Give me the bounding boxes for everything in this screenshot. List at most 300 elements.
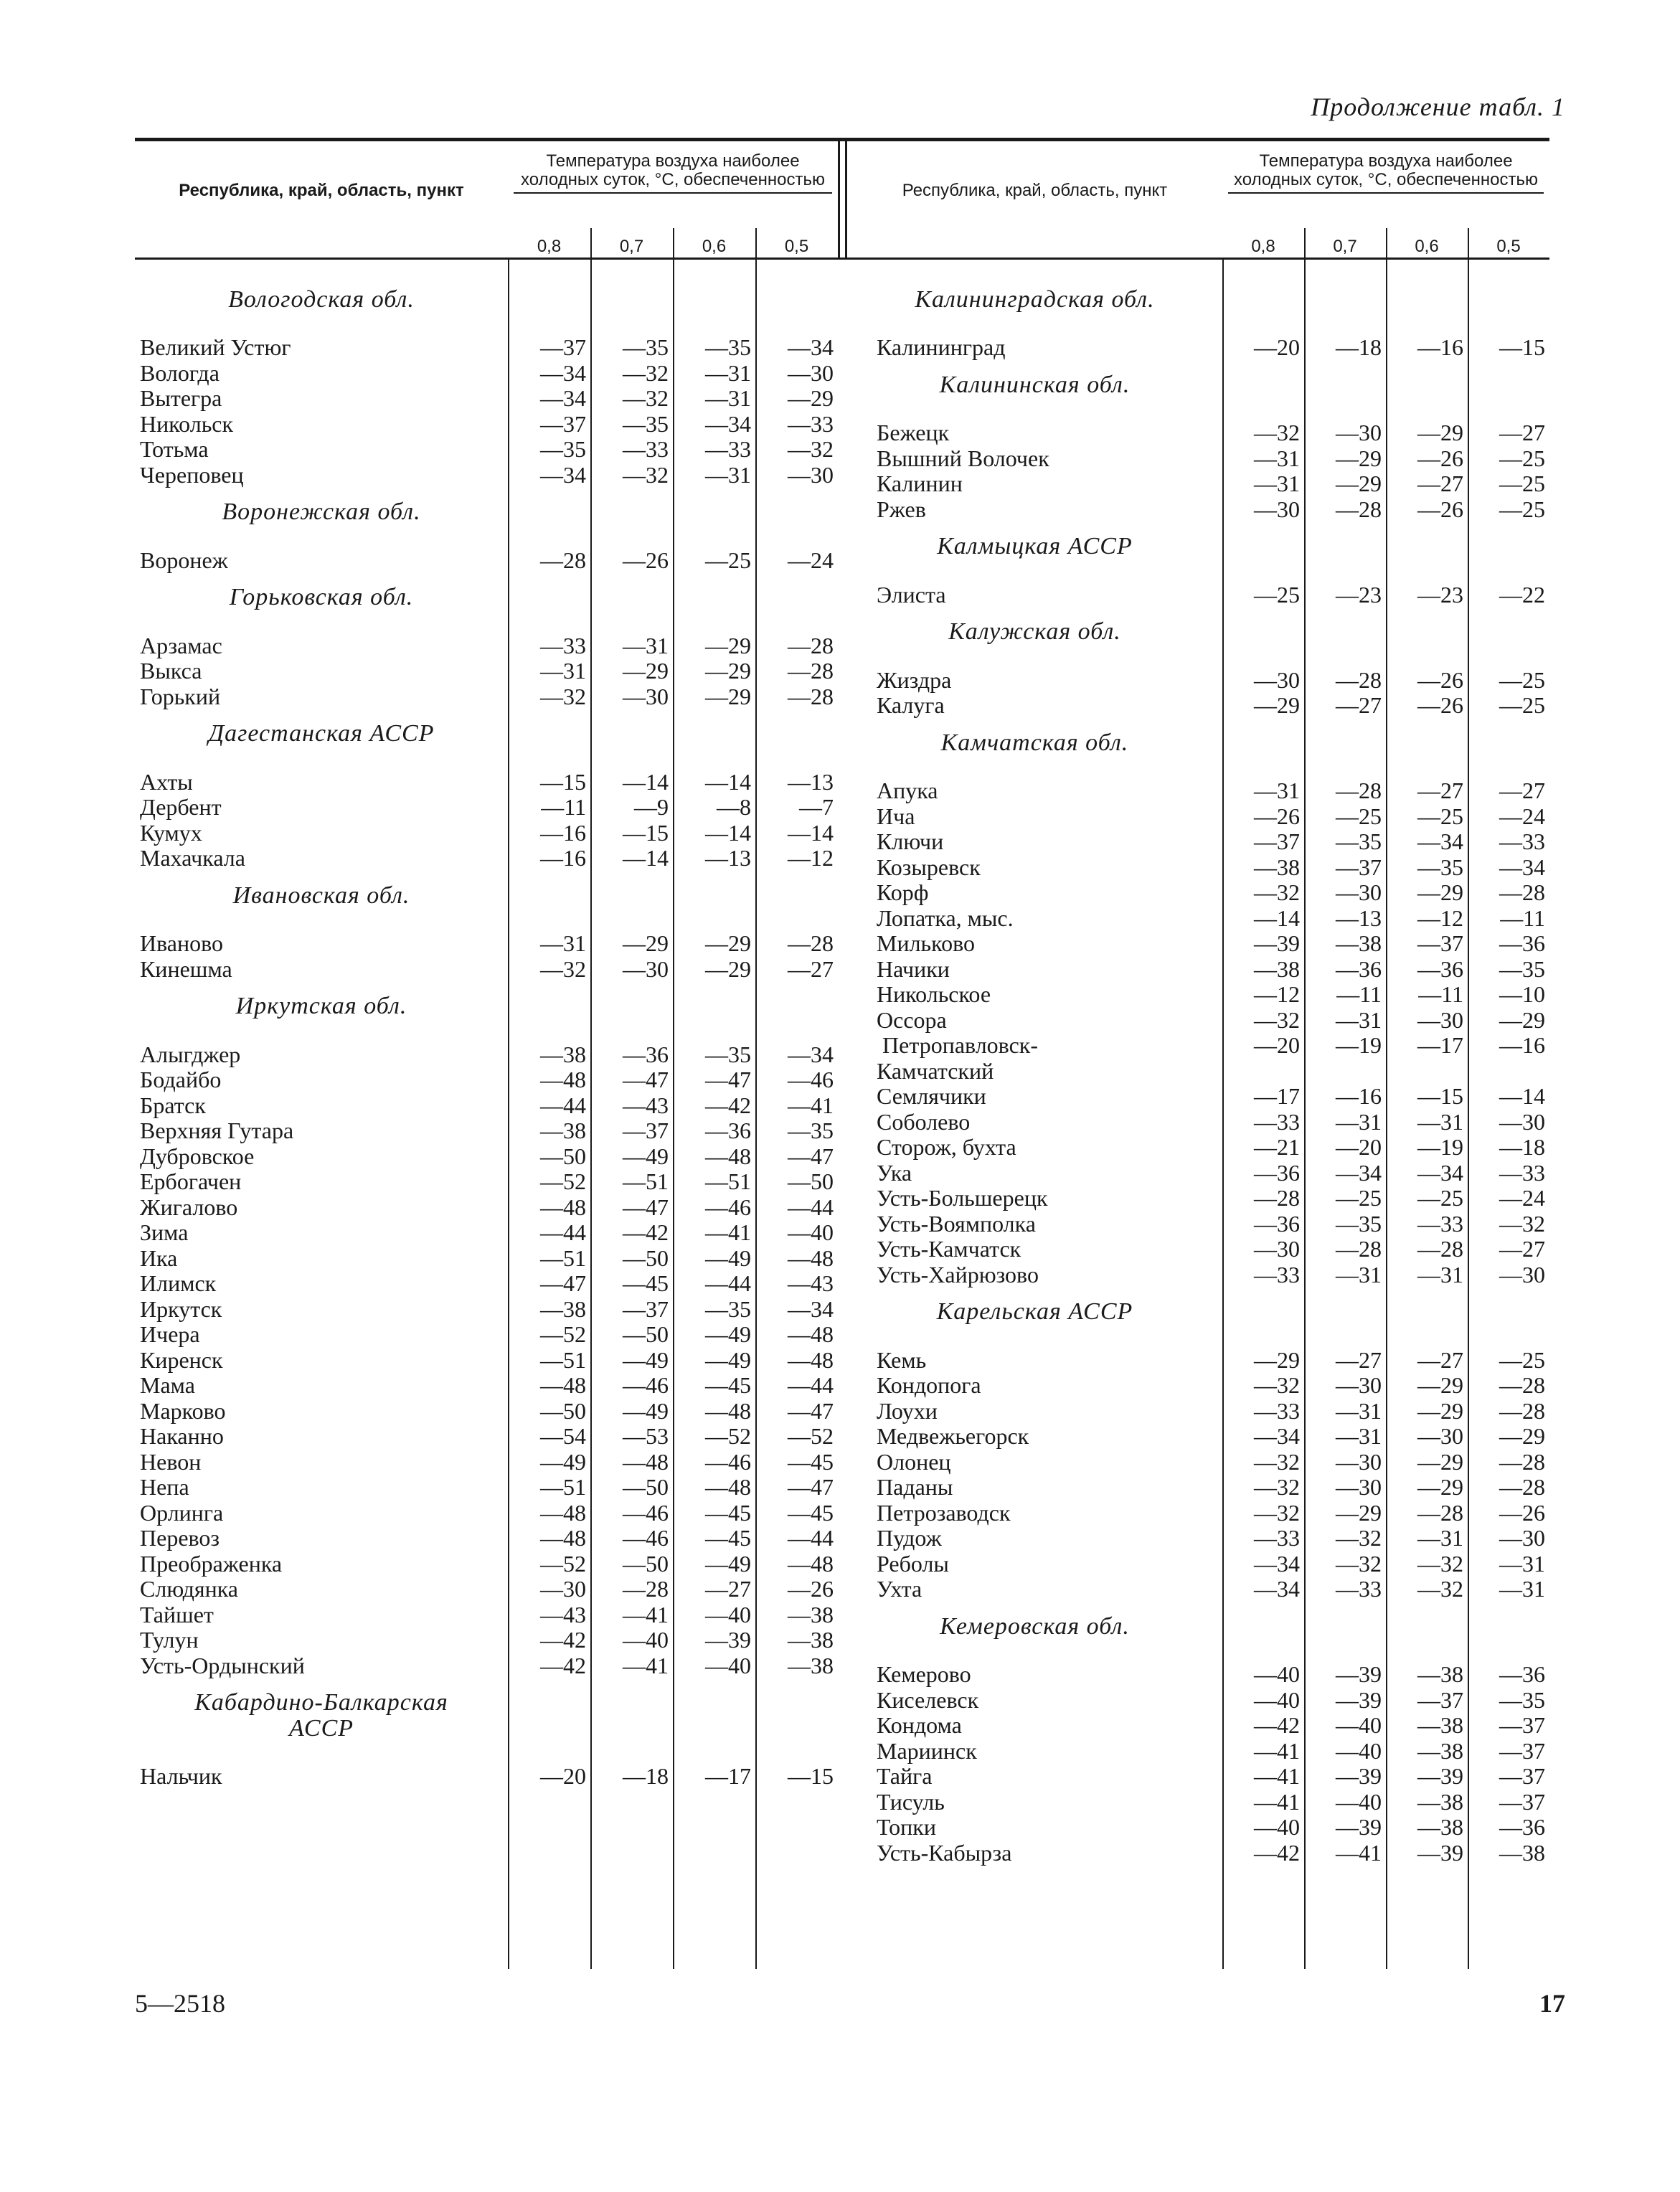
place-name: Слюдянка bbox=[140, 1576, 238, 1602]
place-name: Никольск bbox=[140, 410, 234, 437]
temperature-value: —29 bbox=[1417, 1397, 1463, 1424]
place-name: Начики bbox=[877, 955, 950, 982]
temperature-value: —34 bbox=[540, 359, 586, 386]
table-header-rule bbox=[135, 258, 1549, 260]
temperature-value: —45 bbox=[788, 1448, 834, 1475]
place-name: Кинешма bbox=[140, 955, 232, 982]
temperature-value: —25 bbox=[1336, 1185, 1382, 1211]
temperature-value: —14 bbox=[1499, 1083, 1545, 1110]
prob-divider bbox=[1386, 228, 1387, 260]
temperature-value: —51 bbox=[540, 1474, 586, 1501]
place-name: Тулун bbox=[140, 1627, 199, 1653]
temperature-value: —33 bbox=[788, 410, 834, 437]
place-name: Арзамас bbox=[140, 632, 222, 658]
temperature-value: —51 bbox=[540, 1346, 586, 1373]
temperature-value: —49 bbox=[540, 1448, 586, 1475]
temperature-value: —32 bbox=[540, 955, 586, 982]
temperature-value: —32 bbox=[1254, 1006, 1300, 1033]
temperature-value: —28 bbox=[1499, 1372, 1545, 1399]
temperature-value: —31 bbox=[540, 930, 586, 957]
temperature-value: —30 bbox=[623, 955, 669, 982]
prob-divider bbox=[1468, 228, 1469, 260]
temperature-value: —48 bbox=[540, 1525, 586, 1551]
region-heading: Карельская АССР bbox=[936, 1298, 1133, 1326]
temperature-value: —40 bbox=[1336, 1737, 1382, 1764]
temperature-value: —35 bbox=[788, 1118, 834, 1144]
temperature-value: —34 bbox=[1417, 828, 1463, 855]
temperature-value: —13 bbox=[788, 768, 834, 795]
temperature-value: —48 bbox=[540, 1499, 586, 1526]
temperature-value: —51 bbox=[540, 1244, 586, 1271]
temperature-value: —16 bbox=[1417, 334, 1463, 361]
header-prob: 0,8 bbox=[537, 237, 562, 256]
temperature-value: —38 bbox=[540, 1295, 586, 1322]
column-rule bbox=[673, 260, 674, 1969]
place-name: Наканно bbox=[140, 1423, 224, 1450]
temperature-value: —37 bbox=[1499, 1788, 1545, 1815]
temperature-value: —13 bbox=[705, 845, 751, 871]
place-name: Тайга bbox=[877, 1763, 933, 1789]
place-name: Орлинга bbox=[140, 1499, 224, 1526]
place-name: Кондома bbox=[877, 1712, 962, 1738]
place-name: Апука bbox=[877, 778, 938, 804]
temperature-value: —41 bbox=[788, 1092, 834, 1118]
temperature-value: —46 bbox=[705, 1448, 751, 1475]
temperature-value: —37 bbox=[1336, 854, 1382, 880]
place-name: Нальчик bbox=[140, 1763, 222, 1789]
temperature-value: —27 bbox=[1336, 1346, 1382, 1373]
temperature-value: —30 bbox=[1499, 1108, 1545, 1135]
temperature-value: —37 bbox=[1417, 930, 1463, 957]
temperature-value: —37 bbox=[1499, 1763, 1545, 1789]
place-name: Усть-Кабырза bbox=[877, 1839, 1012, 1866]
temperature-value: —40 bbox=[705, 1652, 751, 1678]
temperature-value: —35 bbox=[623, 334, 669, 361]
place-name: Дербент bbox=[140, 794, 222, 821]
temperature-value: —47 bbox=[623, 1067, 669, 1093]
temperature-value: —29 bbox=[1499, 1423, 1545, 1450]
place-name: Усть-Камчатск bbox=[877, 1236, 1021, 1262]
temperature-value: —42 bbox=[540, 1652, 586, 1678]
temperature-value: —30 bbox=[1336, 1448, 1382, 1475]
temperature-value: —44 bbox=[788, 1372, 834, 1399]
temperature-value: —38 bbox=[1417, 1737, 1463, 1764]
temperature-value: —48 bbox=[705, 1143, 751, 1169]
temperature-value: —38 bbox=[1336, 930, 1382, 957]
temperature-value: —31 bbox=[540, 658, 586, 684]
temperature-value: —28 bbox=[788, 683, 834, 709]
column-rule bbox=[755, 260, 757, 1969]
place-name: Вышний Волочек bbox=[877, 445, 1049, 471]
place-name: Ржев bbox=[877, 496, 926, 522]
temperature-value: —45 bbox=[705, 1525, 751, 1551]
column-rule bbox=[1386, 260, 1387, 1969]
temperature-value: —34 bbox=[540, 461, 586, 488]
temperature-value: —39 bbox=[705, 1627, 751, 1653]
temperature-value: —36 bbox=[1336, 955, 1382, 982]
temperature-value: —46 bbox=[623, 1372, 669, 1399]
temperature-value: —12 bbox=[1417, 904, 1463, 931]
temperature-value: —31 bbox=[1336, 1261, 1382, 1288]
temperature-value: —20 bbox=[540, 1763, 586, 1789]
region-heading: Иркутская обл. bbox=[235, 993, 407, 1020]
header-temp-col bbox=[508, 152, 838, 189]
temperature-value: —48 bbox=[623, 1448, 669, 1475]
temperature-value: —36 bbox=[705, 1118, 751, 1144]
temperature-value: —29 bbox=[1417, 1372, 1463, 1399]
temperature-value: —27 bbox=[705, 1576, 751, 1602]
temperature-value: —42 bbox=[705, 1092, 751, 1118]
temperature-value: —39 bbox=[1336, 1763, 1382, 1789]
temperature-value: —23 bbox=[1417, 581, 1463, 608]
temperature-value: —52 bbox=[540, 1550, 586, 1577]
header-temp-text: Температура воздуха наиболее холодных суток, °С, обеспеченностью bbox=[1234, 151, 1538, 189]
temperature-value: —34 bbox=[1254, 1576, 1300, 1602]
place-name: Усть-Воямполка bbox=[877, 1210, 1036, 1237]
temperature-value: —32 bbox=[540, 683, 586, 709]
temperature-value: —46 bbox=[623, 1525, 669, 1551]
temperature-value: —34 bbox=[1336, 1159, 1382, 1186]
place-name: Выкса bbox=[140, 658, 202, 684]
temperature-value: —27 bbox=[1417, 1346, 1463, 1373]
temperature-value: —28 bbox=[1417, 1499, 1463, 1526]
temperature-value: —48 bbox=[540, 1372, 586, 1399]
place-name: Усть-Большерецк bbox=[877, 1185, 1048, 1211]
temperature-value: —34 bbox=[1417, 1159, 1463, 1186]
temperature-value: —34 bbox=[1254, 1550, 1300, 1577]
place-name: Непа bbox=[140, 1474, 189, 1501]
temperature-value: —52 bbox=[788, 1423, 834, 1450]
region-heading: Вологодская обл. bbox=[228, 286, 415, 313]
temperature-value: —41 bbox=[623, 1652, 669, 1678]
temperature-value: —25 bbox=[1336, 803, 1382, 829]
temperature-value: —32 bbox=[788, 436, 834, 463]
prob-divider bbox=[673, 228, 674, 260]
region-heading: Калужская обл. bbox=[948, 618, 1121, 646]
temperature-value: —47 bbox=[788, 1474, 834, 1501]
temperature-value: —37 bbox=[1499, 1737, 1545, 1764]
temperature-value: —52 bbox=[540, 1168, 586, 1195]
place-name: Никольское bbox=[877, 981, 991, 1008]
temperature-value: —38 bbox=[1499, 1839, 1545, 1866]
temperature-value: —49 bbox=[705, 1321, 751, 1348]
temperature-value: —41 bbox=[1254, 1737, 1300, 1764]
place-name: Калуга bbox=[877, 692, 945, 719]
temperature-value: —46 bbox=[705, 1194, 751, 1220]
temperature-value: —52 bbox=[705, 1423, 751, 1450]
temperature-value: —44 bbox=[540, 1092, 586, 1118]
temperature-value: —48 bbox=[788, 1346, 834, 1373]
temperature-value: —18 bbox=[1336, 334, 1382, 361]
temperature-value: —32 bbox=[1254, 1448, 1300, 1475]
temperature-value: —44 bbox=[540, 1219, 586, 1246]
temperature-value: —51 bbox=[705, 1168, 751, 1195]
temperature-value: —30 bbox=[623, 683, 669, 709]
temperature-value: —31 bbox=[705, 359, 751, 386]
temperature-value: —38 bbox=[540, 1118, 586, 1144]
temperature-value: —26 bbox=[788, 1576, 834, 1602]
place-name: Ербогачен bbox=[140, 1168, 242, 1195]
column-rule bbox=[508, 260, 509, 1969]
temperature-value: —25 bbox=[1499, 692, 1545, 719]
temperature-value: —49 bbox=[705, 1244, 751, 1271]
place-name: Великий Устюг bbox=[140, 334, 291, 361]
temperature-value: —30 bbox=[1254, 1236, 1300, 1262]
temperature-value: —31 bbox=[1336, 1397, 1382, 1424]
temperature-value: —25 bbox=[1499, 471, 1545, 497]
place-name: Петрозаводск bbox=[877, 1499, 1011, 1526]
temperature-value: —30 bbox=[1254, 666, 1300, 693]
temperature-value: —32 bbox=[623, 359, 669, 386]
temperature-value: —36 bbox=[1254, 1210, 1300, 1237]
place-name: Ухта bbox=[877, 1576, 922, 1602]
place-name: Ича bbox=[877, 803, 915, 829]
temperature-value: —31 bbox=[623, 632, 669, 658]
temperature-value: —30 bbox=[1336, 420, 1382, 446]
place-name: Кондопога bbox=[877, 1372, 981, 1399]
region-heading: Калининская обл. bbox=[939, 371, 1131, 398]
temperature-value: —33 bbox=[1254, 1525, 1300, 1551]
temperature-value: —35 bbox=[1336, 828, 1382, 855]
page-number: 17 bbox=[1539, 1989, 1565, 2018]
temperature-value: —30 bbox=[1336, 879, 1382, 906]
temperature-value: —33 bbox=[1499, 1159, 1545, 1186]
temperature-value: —14 bbox=[1254, 904, 1300, 931]
temperature-value: —37 bbox=[1254, 828, 1300, 855]
temperature-value: —48 bbox=[788, 1321, 834, 1348]
place-name: Камчатский bbox=[877, 1057, 994, 1084]
temperature-value: —45 bbox=[623, 1270, 669, 1297]
temperature-value: —38 bbox=[1254, 854, 1300, 880]
place-name: Мариинск bbox=[877, 1737, 977, 1764]
temperature-value: —33 bbox=[1417, 1210, 1463, 1237]
temperature-value: —41 bbox=[623, 1601, 669, 1628]
place-name: Сторож, бухта bbox=[877, 1134, 1016, 1161]
temperature-value: —38 bbox=[1254, 955, 1300, 982]
temperature-value: —29 bbox=[623, 930, 669, 957]
temperature-value: —51 bbox=[623, 1168, 669, 1195]
place-name: Кемь bbox=[877, 1346, 927, 1373]
place-name: Семлячики bbox=[877, 1083, 986, 1110]
header-temp-text: Температура воздуха наиболее холодных суток, °С, обеспеченностью bbox=[521, 151, 825, 189]
temperature-value: —27 bbox=[1499, 778, 1545, 804]
temperature-value: —23 bbox=[1336, 581, 1382, 608]
temperature-value: —9 bbox=[634, 794, 669, 821]
temperature-value: —41 bbox=[1254, 1763, 1300, 1789]
temperature-value: —40 bbox=[1336, 1712, 1382, 1738]
place-name: Топки bbox=[877, 1814, 936, 1840]
temperature-value: —38 bbox=[1417, 1712, 1463, 1738]
temperature-value: —28 bbox=[623, 1576, 669, 1602]
header-prob: 0,8 bbox=[1251, 237, 1275, 256]
temperature-value: —38 bbox=[788, 1652, 834, 1678]
temperature-value: —27 bbox=[1417, 471, 1463, 497]
place-name: Усть-Хайрюзово bbox=[877, 1261, 1039, 1288]
temperature-value: —28 bbox=[540, 547, 586, 573]
temperature-value: —49 bbox=[705, 1550, 751, 1577]
temperature-value: —40 bbox=[705, 1601, 751, 1628]
temperature-value: —28 bbox=[1336, 666, 1382, 693]
place-name: Медвежьегорск bbox=[877, 1423, 1029, 1450]
temperature-value: —31 bbox=[1254, 471, 1300, 497]
place-name: Ука bbox=[877, 1159, 912, 1186]
temperature-value: —33 bbox=[1254, 1108, 1300, 1135]
temperature-value: —44 bbox=[788, 1194, 834, 1220]
temperature-value: —48 bbox=[705, 1397, 751, 1424]
temperature-value: —36 bbox=[1254, 1159, 1300, 1186]
temperature-value: —40 bbox=[623, 1627, 669, 1653]
header-temp-col bbox=[1222, 152, 1549, 189]
temperature-value: —36 bbox=[1499, 1661, 1545, 1687]
temperature-value: —36 bbox=[1499, 930, 1545, 957]
temperature-value: —48 bbox=[788, 1550, 834, 1577]
header-name-col: Республика, край, область, пункт bbox=[902, 181, 1168, 200]
temperature-value: —24 bbox=[1499, 803, 1545, 829]
temperature-value: —32 bbox=[1254, 1499, 1300, 1526]
temperature-value: —29 bbox=[1417, 1448, 1463, 1475]
temperature-value: —30 bbox=[788, 359, 834, 386]
temperature-value: —26 bbox=[1254, 803, 1300, 829]
temperature-value: —26 bbox=[1417, 666, 1463, 693]
column-rule bbox=[1304, 260, 1306, 1969]
place-name: Ичера bbox=[140, 1321, 200, 1348]
temperature-value: —50 bbox=[623, 1244, 669, 1271]
temperature-value: —32 bbox=[1254, 1474, 1300, 1501]
temperature-value: —39 bbox=[1254, 930, 1300, 957]
temperature-value: —26 bbox=[1499, 1499, 1545, 1526]
temperature-value: —34 bbox=[1499, 854, 1545, 880]
temperature-value: —14 bbox=[623, 845, 669, 871]
place-name: Тотьма bbox=[140, 436, 209, 463]
temperature-value: —15 bbox=[1417, 1083, 1463, 1110]
temperature-value: —40 bbox=[1254, 1686, 1300, 1713]
temperature-value: —47 bbox=[540, 1270, 586, 1297]
place-name: Козыревск bbox=[877, 854, 981, 880]
temperature-value: —29 bbox=[705, 658, 751, 684]
temperature-value: —29 bbox=[1499, 1006, 1545, 1033]
header-prob: 0,5 bbox=[784, 237, 809, 256]
temperature-value: —52 bbox=[540, 1321, 586, 1348]
temperature-value: —24 bbox=[788, 547, 834, 573]
place-name: Мильково bbox=[877, 930, 975, 957]
temperature-value: —33 bbox=[1336, 1576, 1382, 1602]
place-name: Усть-Ордынский bbox=[140, 1652, 305, 1678]
region-heading: Воронежская обл. bbox=[222, 499, 421, 526]
place-name: Кемерово bbox=[877, 1661, 971, 1687]
place-name: Вологда bbox=[140, 359, 220, 386]
temperature-value: —18 bbox=[623, 1763, 669, 1789]
temperature-value: —35 bbox=[1499, 955, 1545, 982]
temperature-value: —31 bbox=[705, 461, 751, 488]
temperature-value: —37 bbox=[540, 410, 586, 437]
temperature-value: —46 bbox=[623, 1499, 669, 1526]
temperature-value: —44 bbox=[705, 1270, 751, 1297]
temperature-value: —37 bbox=[540, 334, 586, 361]
temperature-value: —11 bbox=[1500, 904, 1545, 931]
temperature-value: —25 bbox=[1254, 581, 1300, 608]
temperature-value: —33 bbox=[1499, 828, 1545, 855]
temperature-value: —28 bbox=[1254, 1185, 1300, 1211]
header-prob: 0,6 bbox=[702, 237, 727, 256]
temperature-value: —26 bbox=[623, 547, 669, 573]
temperature-value: —32 bbox=[1254, 1372, 1300, 1399]
temperature-value: —43 bbox=[623, 1092, 669, 1118]
region-heading: Калининградская обл. bbox=[915, 286, 1155, 313]
temperature-value: —31 bbox=[1254, 445, 1300, 471]
temperature-value: —30 bbox=[1499, 1525, 1545, 1551]
region-heading: Дагестанская АССР bbox=[208, 720, 435, 747]
place-name: Киселевск bbox=[877, 1686, 979, 1713]
temperature-value: —27 bbox=[1336, 692, 1382, 719]
place-name: Вытегра bbox=[140, 385, 222, 412]
temperature-value: —17 bbox=[1254, 1083, 1300, 1110]
temperature-value: —37 bbox=[1417, 1686, 1463, 1713]
temperature-value: —28 bbox=[1499, 1474, 1545, 1501]
temperature-value: —35 bbox=[705, 1041, 751, 1067]
temperature-value: —38 bbox=[1417, 1814, 1463, 1840]
temperature-value: —38 bbox=[540, 1041, 586, 1067]
place-name: Реболы bbox=[877, 1550, 949, 1577]
temperature-value: —20 bbox=[1254, 1032, 1300, 1059]
place-name: Калинин bbox=[877, 471, 963, 497]
temperature-value: —30 bbox=[1417, 1423, 1463, 1450]
place-name: Ахты bbox=[140, 768, 193, 795]
region-heading: Камчатская обл. bbox=[940, 729, 1129, 756]
temperature-value: —32 bbox=[623, 461, 669, 488]
temperature-value: —31 bbox=[1254, 778, 1300, 804]
place-name: Киренск bbox=[140, 1346, 223, 1373]
temperature-value: —28 bbox=[1417, 1236, 1463, 1262]
temperature-value: —39 bbox=[1336, 1814, 1382, 1840]
temperature-value: —41 bbox=[1254, 1788, 1300, 1815]
temperature-value: —50 bbox=[623, 1321, 669, 1348]
temperature-value: —39 bbox=[1336, 1661, 1382, 1687]
temperature-value: —30 bbox=[540, 1576, 586, 1602]
temperature-value: —45 bbox=[705, 1499, 751, 1526]
temperature-value: —31 bbox=[1417, 1525, 1463, 1551]
temperature-value: —16 bbox=[1336, 1083, 1382, 1110]
temperature-value: —16 bbox=[1499, 1032, 1545, 1059]
temperature-value: —11 bbox=[1418, 981, 1463, 1008]
temperature-value: —48 bbox=[788, 1244, 834, 1271]
temperature-value: —28 bbox=[788, 930, 834, 957]
temperature-value: —29 bbox=[1254, 692, 1300, 719]
temperature-value: —19 bbox=[1336, 1032, 1382, 1059]
place-name: Алыгджер bbox=[140, 1041, 241, 1067]
temperature-value: —47 bbox=[623, 1194, 669, 1220]
place-name: Олонец bbox=[877, 1448, 951, 1475]
temperature-value: —33 bbox=[623, 436, 669, 463]
header-prob: 0,5 bbox=[1496, 237, 1521, 256]
temperature-value: —28 bbox=[788, 658, 834, 684]
place-name: Махачкала bbox=[140, 845, 245, 871]
temperature-value: —35 bbox=[1499, 1686, 1545, 1713]
temperature-value: —13 bbox=[1336, 904, 1382, 931]
temperature-value: —37 bbox=[623, 1295, 669, 1322]
place-name: Жигалово bbox=[140, 1194, 238, 1220]
temperature-value: —29 bbox=[705, 632, 751, 658]
temperature-value: —36 bbox=[1417, 955, 1463, 982]
temperature-value: —30 bbox=[1499, 1261, 1545, 1288]
temperature-value: —8 bbox=[717, 794, 751, 821]
temperature-value: —14 bbox=[705, 768, 751, 795]
temperature-value: —15 bbox=[623, 819, 669, 846]
temperature-value: —35 bbox=[1417, 854, 1463, 880]
temperature-value: —40 bbox=[1254, 1814, 1300, 1840]
temperature-value: —50 bbox=[623, 1550, 669, 1577]
temperature-value: —25 bbox=[1499, 445, 1545, 471]
temperature-value: —31 bbox=[1336, 1423, 1382, 1450]
